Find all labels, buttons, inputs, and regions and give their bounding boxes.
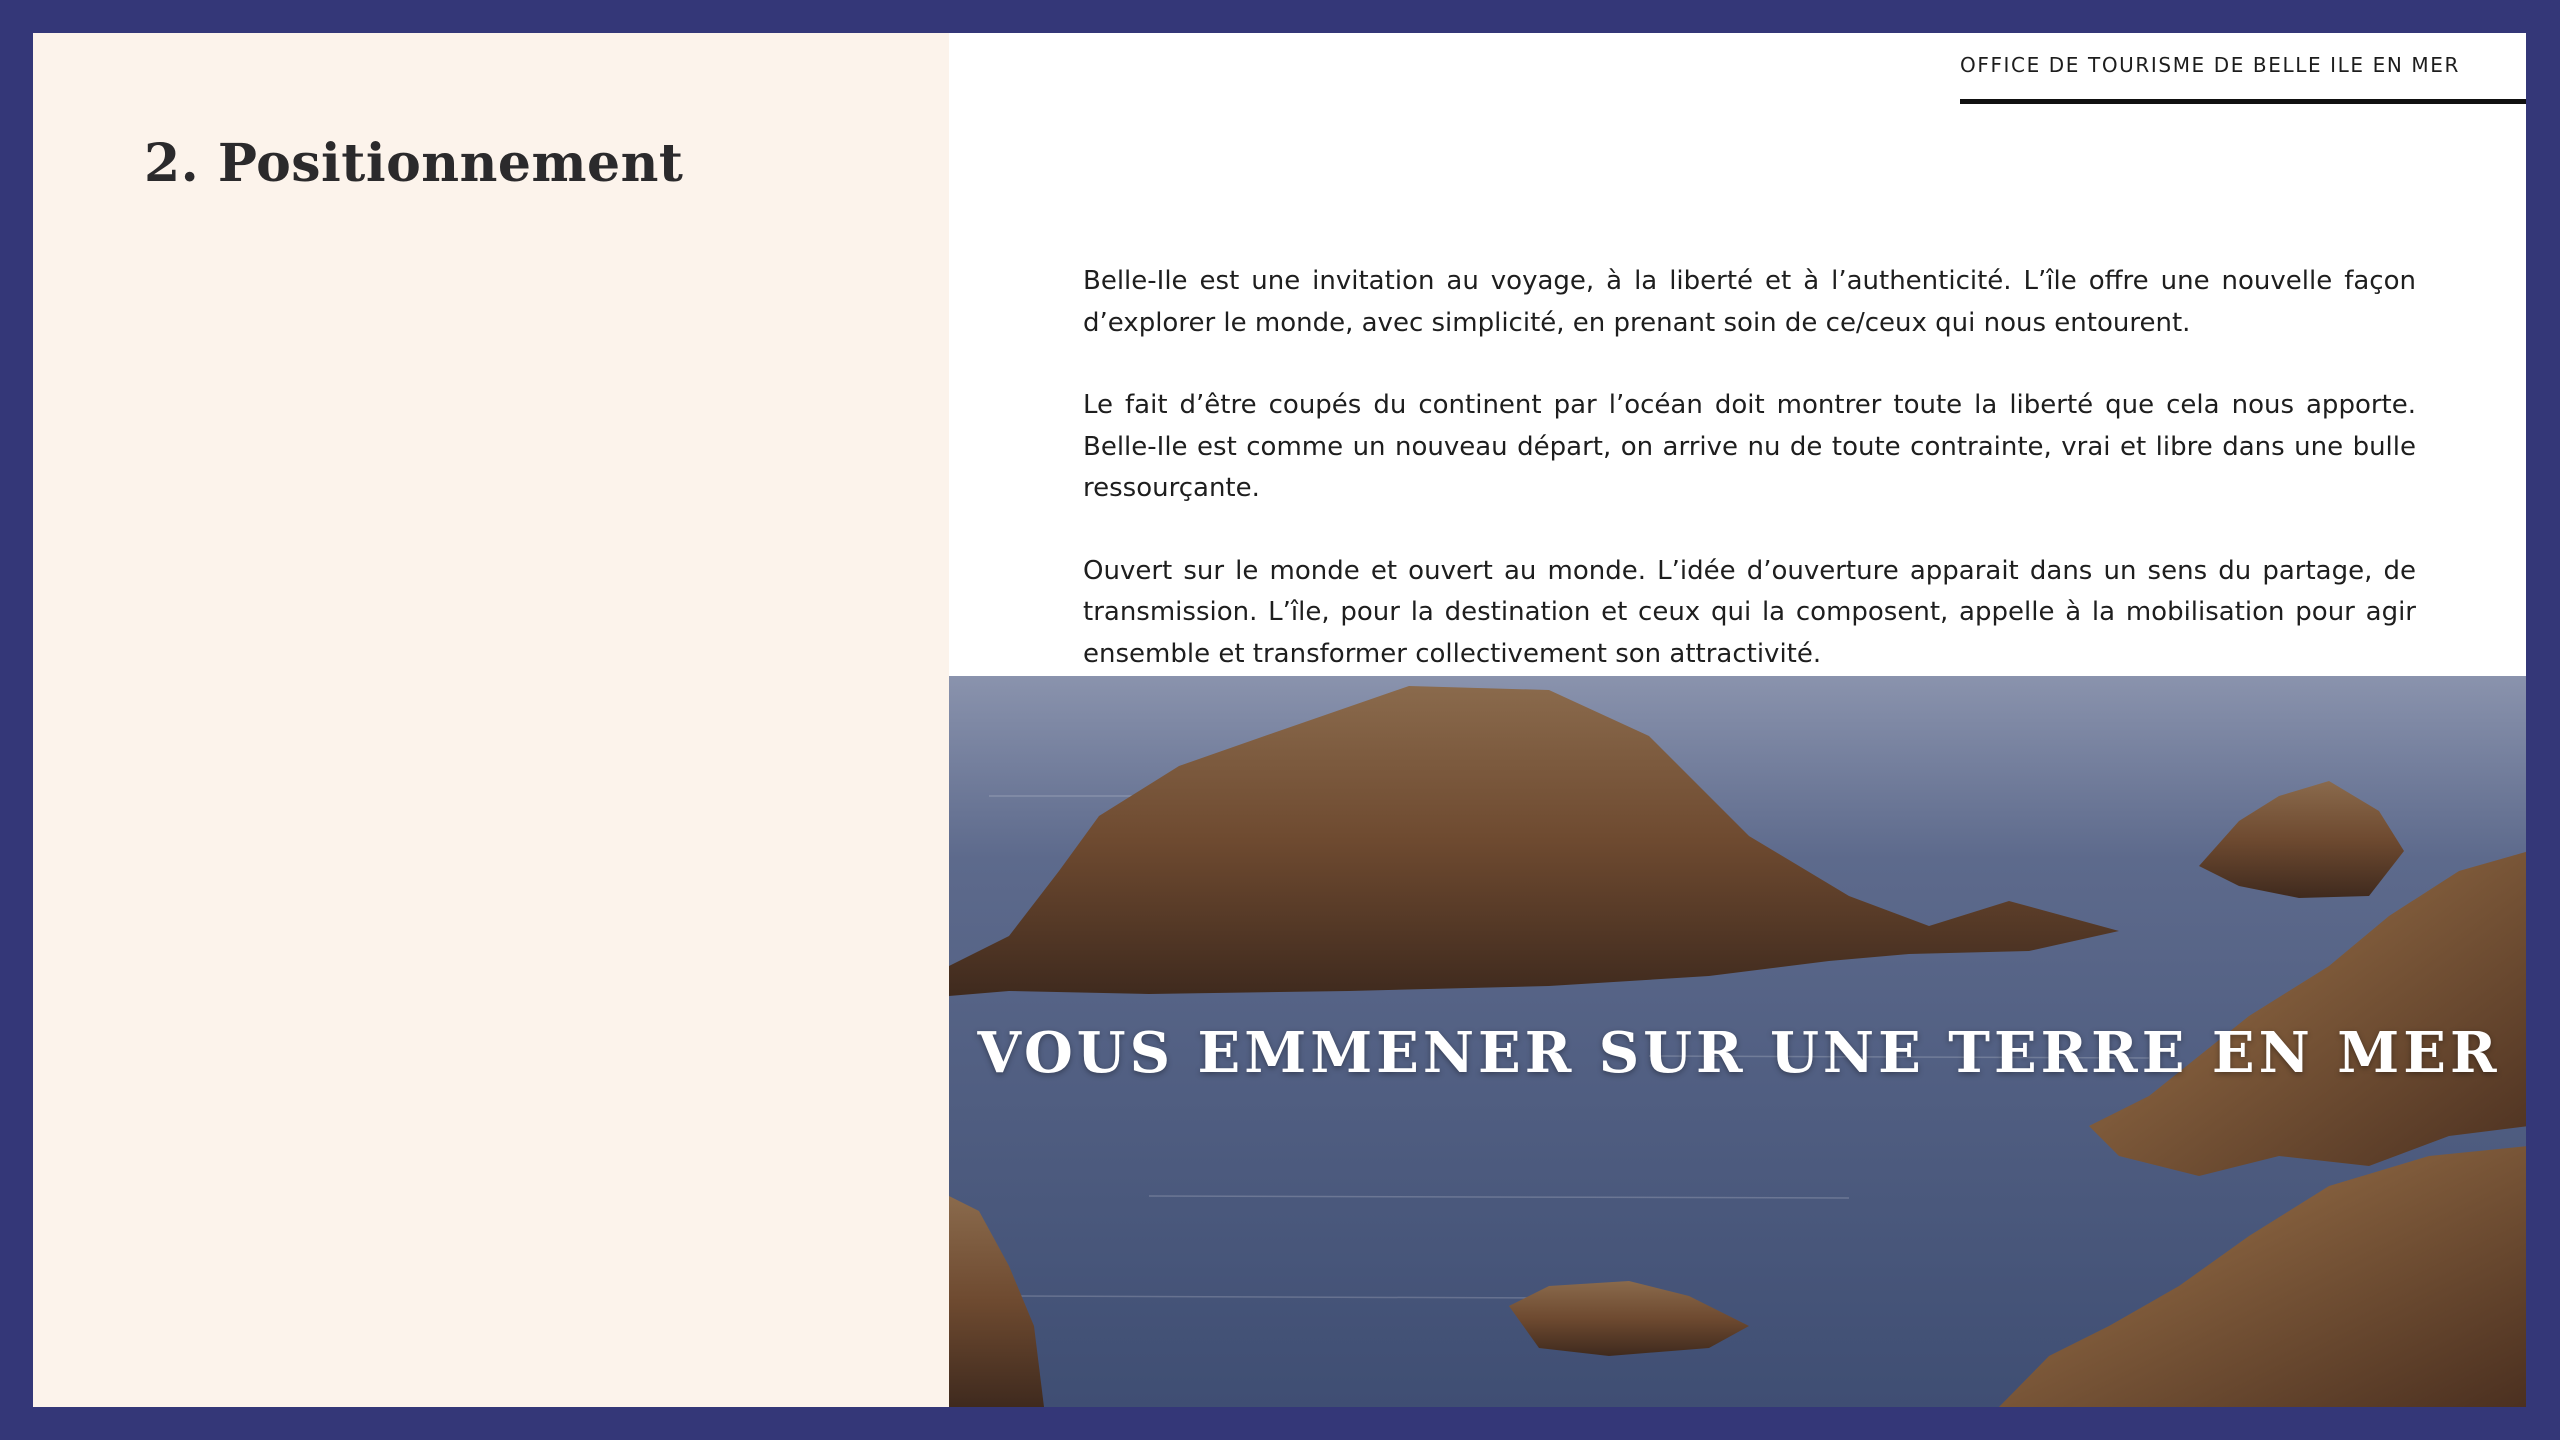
tagline: VOUS EMMENER SUR UNE TERRE EN MER	[977, 1020, 2501, 1086]
organization-header: OFFICE DE TOURISME DE BELLE ILE EN MER	[1960, 53, 2460, 77]
paragraph: Le fait d’être coupés du continent par l’océan doit montrer toute la liberté que cela nous apporte. Belle-Ile est comme un nouveau départ, on arrive nu de toute contrainte, vrai et libre dans une bulle ressourçante.	[1083, 390, 2416, 503]
paragraph: Belle-Ile est une invitation au voyage, à la liberté et à l’authenticité. L’île offre une nouvelle façon d’explorer le monde, avec simplicité, en prenant soin de ce/ceux qui nous entourent.	[1083, 266, 2416, 338]
paragraph: Ouvert sur le monde et ouvert au monde. L’idée d’ouverture apparait dans un sens du partage, de transmission. L’île, pour la destination et ceux qui la composent, appelle à la mobilisation pour agir ensemble et transformer collectivement son attractivité.	[1083, 555, 2416, 669]
left-panel	[33, 33, 949, 1407]
slide	[33, 33, 2526, 1407]
section-title: 2. Positionnement	[144, 133, 684, 194]
coastal-photo	[949, 676, 2526, 1407]
header-divider	[1960, 99, 2526, 104]
body-text	[1083, 261, 2416, 716]
